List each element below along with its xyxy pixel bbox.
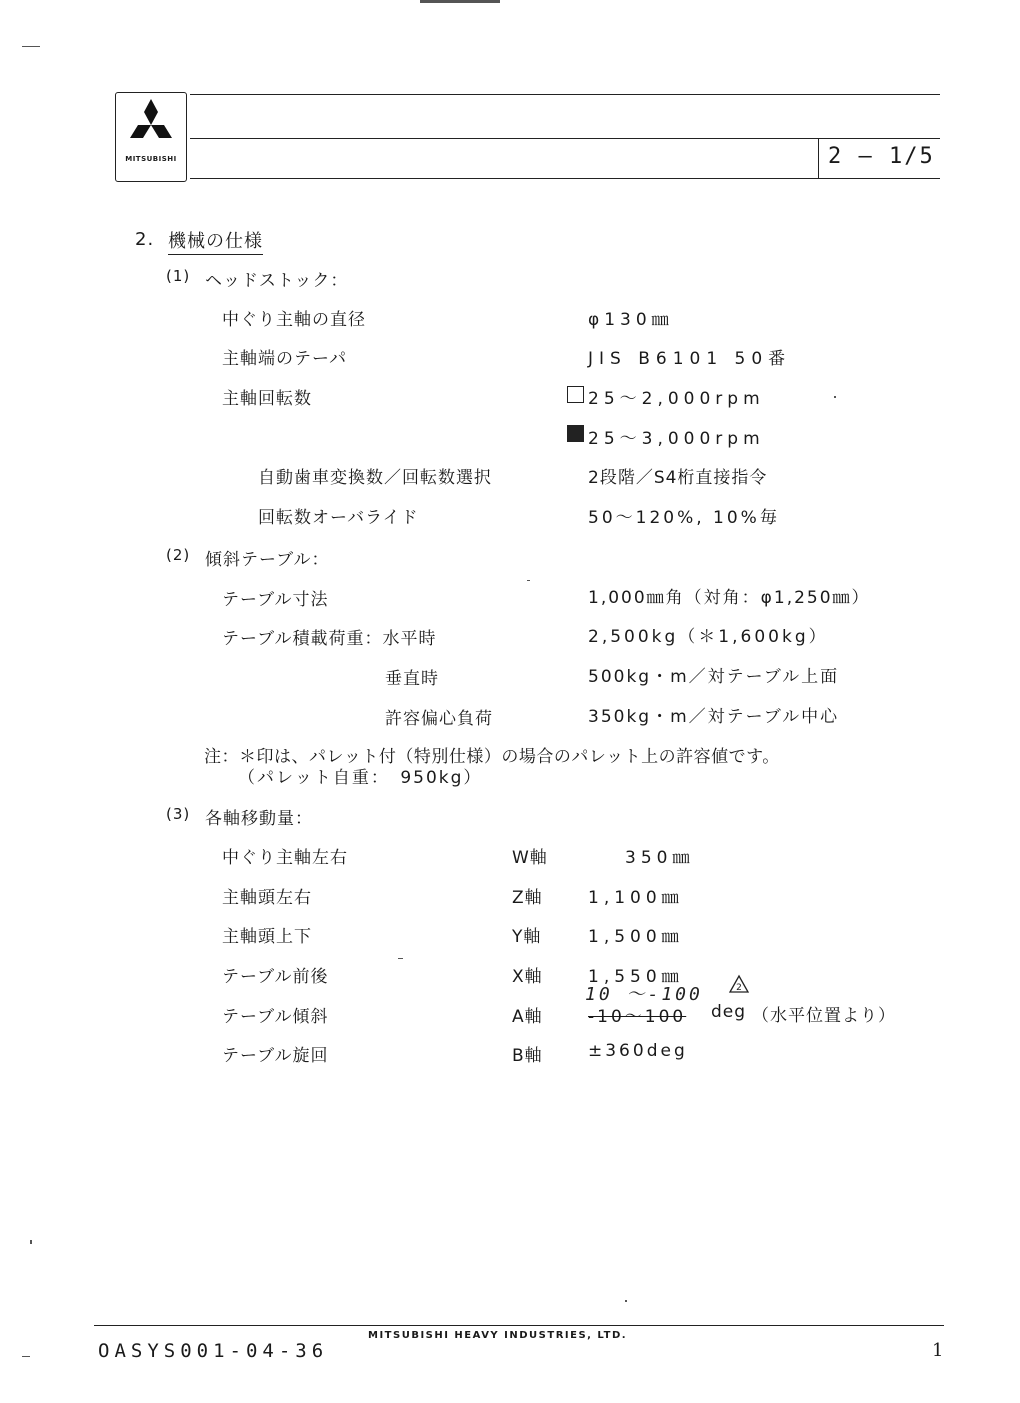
spec-name: 主軸端のテーパ bbox=[222, 349, 348, 369]
travel-axis: Y軸 bbox=[512, 927, 542, 947]
spec-name: 回転数オーバライド bbox=[258, 508, 419, 528]
travel-name: テーブル傾斜 bbox=[222, 1007, 329, 1027]
spec-value: 500kg・m／対テーブル上面 bbox=[588, 667, 840, 687]
scan-artifact-dot bbox=[834, 396, 836, 398]
travel-axis: A軸 bbox=[512, 1007, 543, 1027]
spec-value: 25～2,000rpm bbox=[588, 389, 765, 409]
page-number: 1 bbox=[932, 1340, 944, 1361]
section-number: 2. bbox=[135, 229, 155, 250]
headstock-label: (1) bbox=[166, 267, 191, 285]
spec-name: テーブル積載荷重：水平時 bbox=[222, 629, 437, 649]
header-line-mid bbox=[190, 138, 940, 139]
scan-artifact-dot bbox=[398, 958, 403, 959]
travel-value-struck: -10～100 bbox=[588, 1007, 687, 1027]
table-note-weight: （パレット自重： 950kg） bbox=[238, 768, 483, 788]
three-diamonds-icon bbox=[116, 95, 186, 155]
spec-name: 中ぐり主軸の直径 bbox=[222, 310, 366, 330]
spec-value: 25～3,000rpm bbox=[588, 429, 765, 449]
spec-value: 350kg・m／対テーブル中心 bbox=[588, 707, 840, 727]
svg-text:2: 2 bbox=[736, 983, 742, 993]
travel-value-unit: deg bbox=[711, 1002, 747, 1022]
table-title: 傾斜テーブル： bbox=[205, 550, 330, 570]
table-note: 注：＊印は、パレット付（特別仕様）の場合のパレット上の許容値です。 bbox=[204, 747, 780, 767]
spec-value: φ130㎜ bbox=[588, 310, 674, 330]
travel-value: ±360deg bbox=[588, 1041, 688, 1061]
scan-artifact-top bbox=[420, 0, 500, 3]
revision-triangle-icon bbox=[728, 974, 750, 994]
travel-value: 1,550㎜ bbox=[588, 967, 684, 987]
spec-value: 2,500kg（＊1,600kg） bbox=[588, 627, 829, 647]
header-line-bottom bbox=[190, 178, 940, 179]
travel-axis: B軸 bbox=[512, 1046, 543, 1066]
travel-name: 中ぐり主軸左右 bbox=[222, 848, 348, 868]
footer-line bbox=[94, 1325, 944, 1326]
travel-axis: X軸 bbox=[512, 967, 543, 987]
header-line-top bbox=[190, 94, 940, 95]
page-reference: 2 — 1/5 bbox=[828, 144, 935, 169]
travel-name: 主軸頭上下 bbox=[222, 927, 312, 947]
spec-value: 1,000㎜角（対角：φ1,250㎜） bbox=[588, 588, 871, 608]
scan-artifact-dot bbox=[527, 580, 530, 581]
travel-value: 1,100㎜ bbox=[588, 888, 684, 908]
travel-name: テーブル旋回 bbox=[222, 1046, 329, 1066]
spec-name: 主軸回転数 bbox=[222, 389, 312, 409]
scan-artifact-left bbox=[22, 46, 40, 47]
spec-value: 50～120%, 10%毎 bbox=[588, 508, 780, 528]
travel-name: 主軸頭左右 bbox=[222, 888, 312, 908]
travel-value-note: （水平位置より） bbox=[752, 1006, 896, 1026]
travel-label: (3) bbox=[166, 805, 191, 823]
company-logo bbox=[115, 92, 187, 182]
travel-name: テーブル前後 bbox=[222, 967, 329, 987]
spec-value: 2段階／S4桁直接指令 bbox=[588, 468, 768, 488]
document-number: OASYS001-04-36 bbox=[98, 1340, 329, 1362]
handwritten-correction: 10 ～-100 bbox=[585, 984, 703, 1005]
travel-axis: Z軸 bbox=[512, 888, 543, 908]
spec-name: 垂直時 bbox=[385, 669, 439, 689]
checked-box-icon bbox=[567, 425, 584, 442]
header-divider bbox=[818, 138, 819, 178]
spec-name: テーブル寸法 bbox=[222, 590, 329, 610]
travel-value: 350㎜ bbox=[625, 848, 695, 868]
logo-text: MITSUBISHI bbox=[125, 155, 177, 163]
headstock-title: ヘッドストック： bbox=[205, 271, 349, 291]
scan-artifact-footer bbox=[22, 1356, 30, 1357]
checkbox-icon bbox=[567, 386, 584, 403]
travel-value: 1,500㎜ bbox=[588, 927, 684, 947]
table-label: (2) bbox=[166, 546, 191, 564]
spec-name: 自動歯車変換数／回転数選択 bbox=[258, 468, 492, 488]
spec-name: 許容偏心負荷 bbox=[385, 709, 493, 729]
travel-axis: W軸 bbox=[512, 848, 548, 868]
spec-value: JIS B6101 50番 bbox=[588, 349, 792, 369]
scan-artifact-dot bbox=[30, 1240, 32, 1244]
scan-artifact-dot bbox=[625, 1300, 627, 1302]
section-title: 機械の仕様 bbox=[168, 227, 263, 255]
travel-title: 各軸移動量： bbox=[205, 809, 313, 829]
footer-company: MITSUBISHI HEAVY INDUSTRIES, LTD. bbox=[368, 1330, 628, 1341]
